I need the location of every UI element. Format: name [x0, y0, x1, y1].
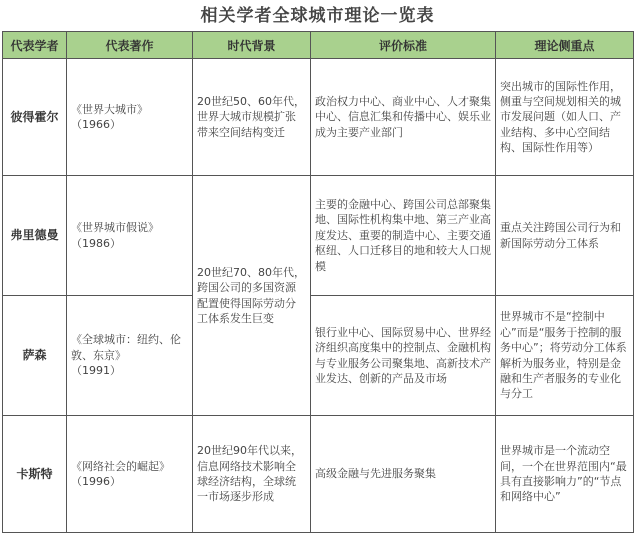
criteria-cell: 政治权力中心、商业中心、人才聚集中心、信息汇集和传播中心、娱乐业成为主要产业部门: [311, 59, 496, 176]
header-criteria: 评价标准: [311, 32, 496, 59]
table-row: [3, 176, 634, 296]
table-header-row: [3, 32, 634, 59]
work-cell: [67, 296, 193, 416]
table-row: [3, 296, 634, 416]
criteria-cell: 主要的金融中心、跨国公司总部聚集地、国际性机构集中地、第三产业高度发达、重要的制造中心、主要交通枢纽、人口迁移目的地和较大人口规模: [311, 176, 496, 296]
scholar-cell: 弗里德曼: [3, 176, 67, 296]
background-cell: 20世纪90年代以来，信息网络技术影响全球经济结构，全球统一市场逐步形成: [193, 416, 311, 533]
work-year: （1991）: [71, 364, 121, 378]
work-cell: [67, 416, 193, 533]
work-cell: [67, 59, 193, 176]
work-cell: [67, 176, 193, 296]
background-cell: 20世纪50、60年代，世界大城市规模扩张带来空间结构变迁: [193, 59, 311, 176]
work-title: 《全球城市：纽约、伦敦、东京》: [71, 333, 181, 362]
focus-cell: 突出城市的国际性作用，侧重与空间规划相关的城市发展问题（如人口、产业结构、多中心空间结构、国际性作用等）: [496, 59, 634, 176]
scholar-cell: 萨森: [3, 296, 67, 416]
table-row: [3, 416, 634, 533]
focus-cell: 重点关注跨国公司行为和新国际劳动分工体系: [496, 176, 634, 296]
theory-table: [2, 31, 634, 533]
background-cell: 20世纪70、80年代，跨国公司的多国资源配置使得国际劳动分工体系发生巨变: [193, 176, 311, 416]
work-year: （1966）: [71, 118, 121, 131]
work-title: 《网络社会的崛起》: [71, 459, 170, 473]
work-title: 《世界城市假说》: [71, 221, 159, 235]
scholar-cell: 卡斯特: [3, 416, 67, 533]
header-work: 代表著作: [67, 32, 193, 59]
work-year: （1986）: [71, 236, 121, 250]
criteria-cell: 高级金融与先进服务聚集: [311, 416, 496, 533]
work-title: 《世界大城市》: [71, 102, 148, 116]
scholar-cell: 彼得霍尔: [3, 59, 67, 176]
header-focus: 理论侧重点: [496, 32, 634, 59]
criteria-cell: 银行业中心、国际贸易中心、世界经济组织高度集中的控制点、金融机构与专业服务公司聚集地、高新技术产业发达、创新的产品及市场: [311, 296, 496, 416]
focus-cell: 世界城市不是“控制中心”而是“服务于控制的服务中心”；将劳动分工体系解析为服务业，特别是金融和生产者服务的专业化与分工: [496, 296, 634, 416]
table-row: [3, 59, 634, 176]
header-scholar: 代表学者: [3, 32, 67, 59]
page-title: 相关学者全球城市理论一览表: [200, 6, 435, 26]
focus-cell: 世界城市是一个流动空间，一个在世界范围内“最具有直接影响力”的“节点和网络中心”: [496, 416, 634, 533]
work-year: （1996）: [71, 475, 121, 488]
header-background: 时代背景: [193, 32, 311, 59]
